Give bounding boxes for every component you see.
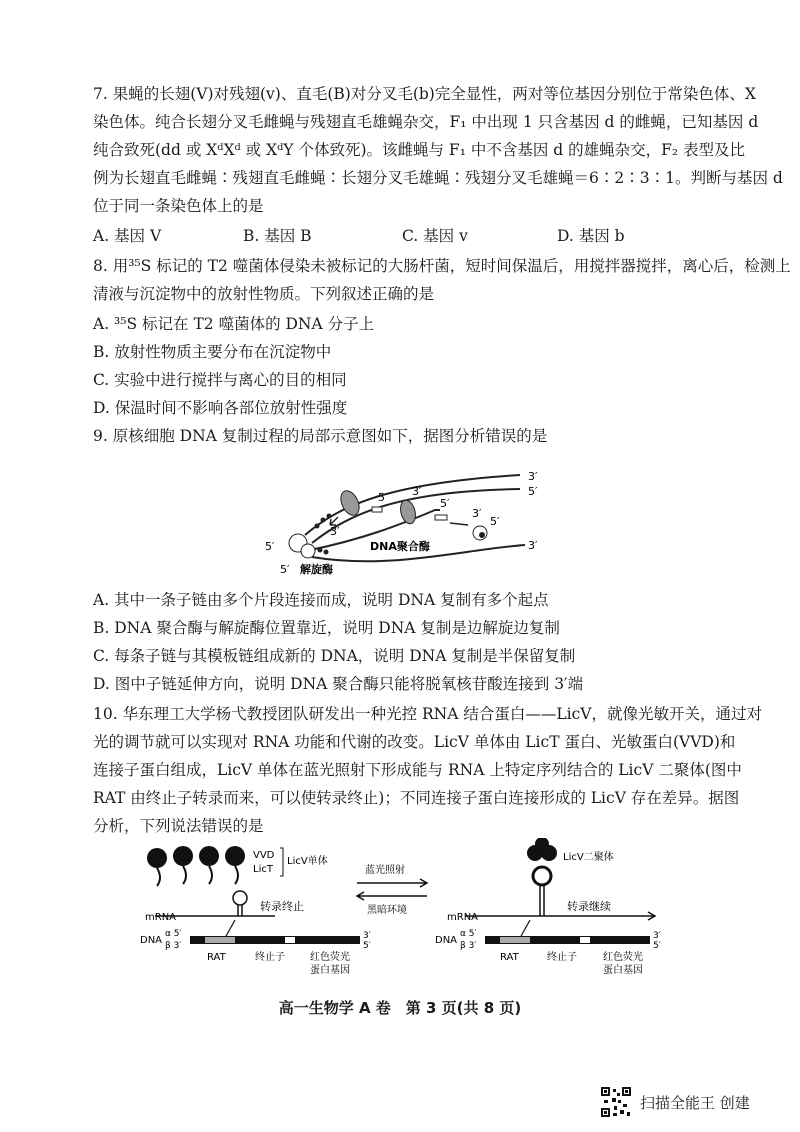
licv-dimer-icon [527,838,557,916]
label-terminator-left: 终止子 [255,952,285,963]
label-transcription-continue: 转录继续 [567,900,611,913]
q9-option-a[interactable]: A. 其中一条子链由多个片段连接而成，说明 DNA 复制有多个起点 [93,591,549,609]
q9-option-c[interactable]: C. 每条子链与其模板链组成新的 DNA，说明 DNA 复制是半保留复制 [93,647,576,665]
q8-option-c[interactable]: C. 实验中进行搅拌与离心的目的相同 [93,371,347,389]
okazaki-fragment-1 [372,507,382,512]
label-dark: 黑暗环境 [367,905,407,916]
q7-line-1: 7. 果蝇的长翅(V)对残翅(v)、直毛(B)对分叉毛(b)完全显性，两对等位基因分别位于常染色体、X [93,85,756,103]
label-rfp-right-1: 红色荧光 [603,952,643,963]
qr-code-icon [600,1086,632,1118]
q8-option-d[interactable]: D. 保温时间不影响各部位放射性强度 [93,399,348,417]
arrow-right [450,523,468,525]
label-beta-right: β 3′ [460,941,477,951]
q7-line-2: 染色体。纯合长翅分叉毛雌蝇与残翅直毛雄蝇杂交，F₁ 中出现 1 只含基因 d 的雌蝇，已知基因 d [93,113,759,131]
q7-option-d[interactable]: D. 基因 b [557,227,625,245]
label-rfp-left-1: 红色荧光 [310,952,350,963]
label-vvd: VVD [253,850,275,861]
q10-line-2: 光的调节就可以实现对 RNA 功能和代谢的改变。LicV 单体由 LicT 蛋白、光敏蛋白(VVD)和 [93,733,736,751]
label-3prime-left-dna: 3′ [363,931,371,941]
label-5prime-left: 5′ [265,540,275,553]
label-3prime-top: 3′ [528,470,538,483]
q10-line-4: RAT 由终止子转录而来，可以使转录终止)；不同连接子蛋白连接形成的 LicV 存在差异。据图 [93,789,740,807]
scanner-watermark [600,1086,750,1118]
label-5prime-top: 5′ [528,485,538,498]
label-3prime-right-dna: 3′ [653,931,661,941]
q8-line-2: 清液与沉淀物中的放射性物质。下列叙述正确的是 [93,285,435,303]
label-licv-monomer: LicV单体 [287,856,328,867]
label-alpha-right: α 5′ [460,929,477,939]
arrow-left [330,517,338,525]
label-rat-left: RAT [207,952,226,963]
licv-monomers-icon [147,846,245,886]
label-helicase: 解旋酶 [300,563,333,576]
label-rfp-left-2: 蛋白基因 [310,965,350,976]
label-dna-polymerase: DNA聚合酶 [370,540,430,553]
label-terminator-right: 终止子 [547,952,577,963]
label-rat-right: RAT [500,952,519,963]
label-dna-left: DNA [140,935,163,946]
label-3prime-frag: 3′ [412,485,422,498]
okazaki-fragment-2 [435,515,447,520]
q7-line-4: 例为长翅直毛雌蝇∶残翅直毛雌蝇∶长翅分叉毛雄蝇∶残翅分叉毛雄蝇＝6∶2∶3∶1。判断与基因 d [93,169,783,187]
q7-option-a[interactable]: A. 基因 V [93,227,162,245]
label-3prime-left: 5′ [280,563,290,576]
label-lict: LicT [253,864,273,875]
label-blue-light: 蓝光照射 [365,865,405,876]
q7-line-3: 纯合致死(dd 或 XᵈXᵈ 或 XᵈY 个体致死)。该雌蝇与 F₁ 中不含基因 d 的雄蝇杂交，F₂ 表型及比 [93,141,746,159]
label-transcription-stop: 转录终止 [260,900,304,913]
q10-line-5: 分析，下列说法错误的是 [93,817,264,835]
dna-replication-diagram [250,465,560,580]
label-dna-right: DNA [435,935,458,946]
q9-option-b[interactable]: B. DNA 聚合酶与解旋酶位置靠近，说明 DNA 复制是边解旋边复制 [93,619,560,637]
label-alpha-left: α 5′ [165,929,182,939]
q10-line-1: 10. 华东理工大学杨弋教授团队研发出一种光控 RNA 结合蛋白——LicV，就像光敏开关，通过对 [93,705,762,723]
label-3prime-bottom: 3′ [528,539,538,552]
label-5prime-frag1: 5′ [378,491,388,504]
label-5prime-mid: 5′ [490,515,500,528]
polymerase-1-icon [337,488,362,518]
label-mrna-right: mRNA [447,912,479,923]
label-5prime-right-dna: 5′ [653,941,661,951]
label-3prime-mid: 3′ [472,507,482,520]
polymerase-2-icon [398,499,418,526]
q8-option-b[interactable]: B. 放射性物质主要分布在沉淀物中 [93,343,332,361]
q7-option-c[interactable]: C. 基因 v [402,227,468,245]
licv-diagram [135,838,675,988]
q7-option-b[interactable]: B. 基因 B [243,227,312,245]
label-beta-left: β 3′ [165,941,182,951]
q9-option-d[interactable]: D. 图中子链延伸方向，说明 DNA 聚合酶只能将脱氧核苷酸连接到 3′端 [93,675,584,693]
watermark-text: 扫描全能王 创建 [640,1093,750,1112]
label-licv-dimer: LicV二聚体 [563,852,614,863]
q7-line-5: 位于同一条染色体上的是 [93,197,264,215]
q10-line-3: 连接子蛋白组成，LicV 单体在蓝光照射下形成能与 RNA 上特定序列结合的 LicV 二聚体(图中 [93,761,742,779]
label-mrna-left: mRNA [145,912,177,923]
label-5prime-frag2: 5′ [440,497,450,510]
q9-line-1: 9. 原核细胞 DNA 复制过程的局部示意图如下，据图分析错误的是 [93,427,548,445]
label-3prime-poly: 3′ [330,525,340,538]
page-footer: 高一生物学 A 卷 第 3 页(共 8 页) [278,999,522,1017]
q8-line-1: 8. 用³⁵S 标记的 T2 噬菌体侵染未被标记的大肠杆菌，短时间保温后，用搅拌器搅拌，离心后，检测上 [93,257,791,275]
q8-option-a[interactable]: A. ³⁵S 标记在 T2 噬菌体的 DNA 分子上 [93,315,375,333]
label-rfp-right-2: 蛋白基因 [603,965,643,976]
label-5prime-left-dna: 5′ [363,941,371,951]
